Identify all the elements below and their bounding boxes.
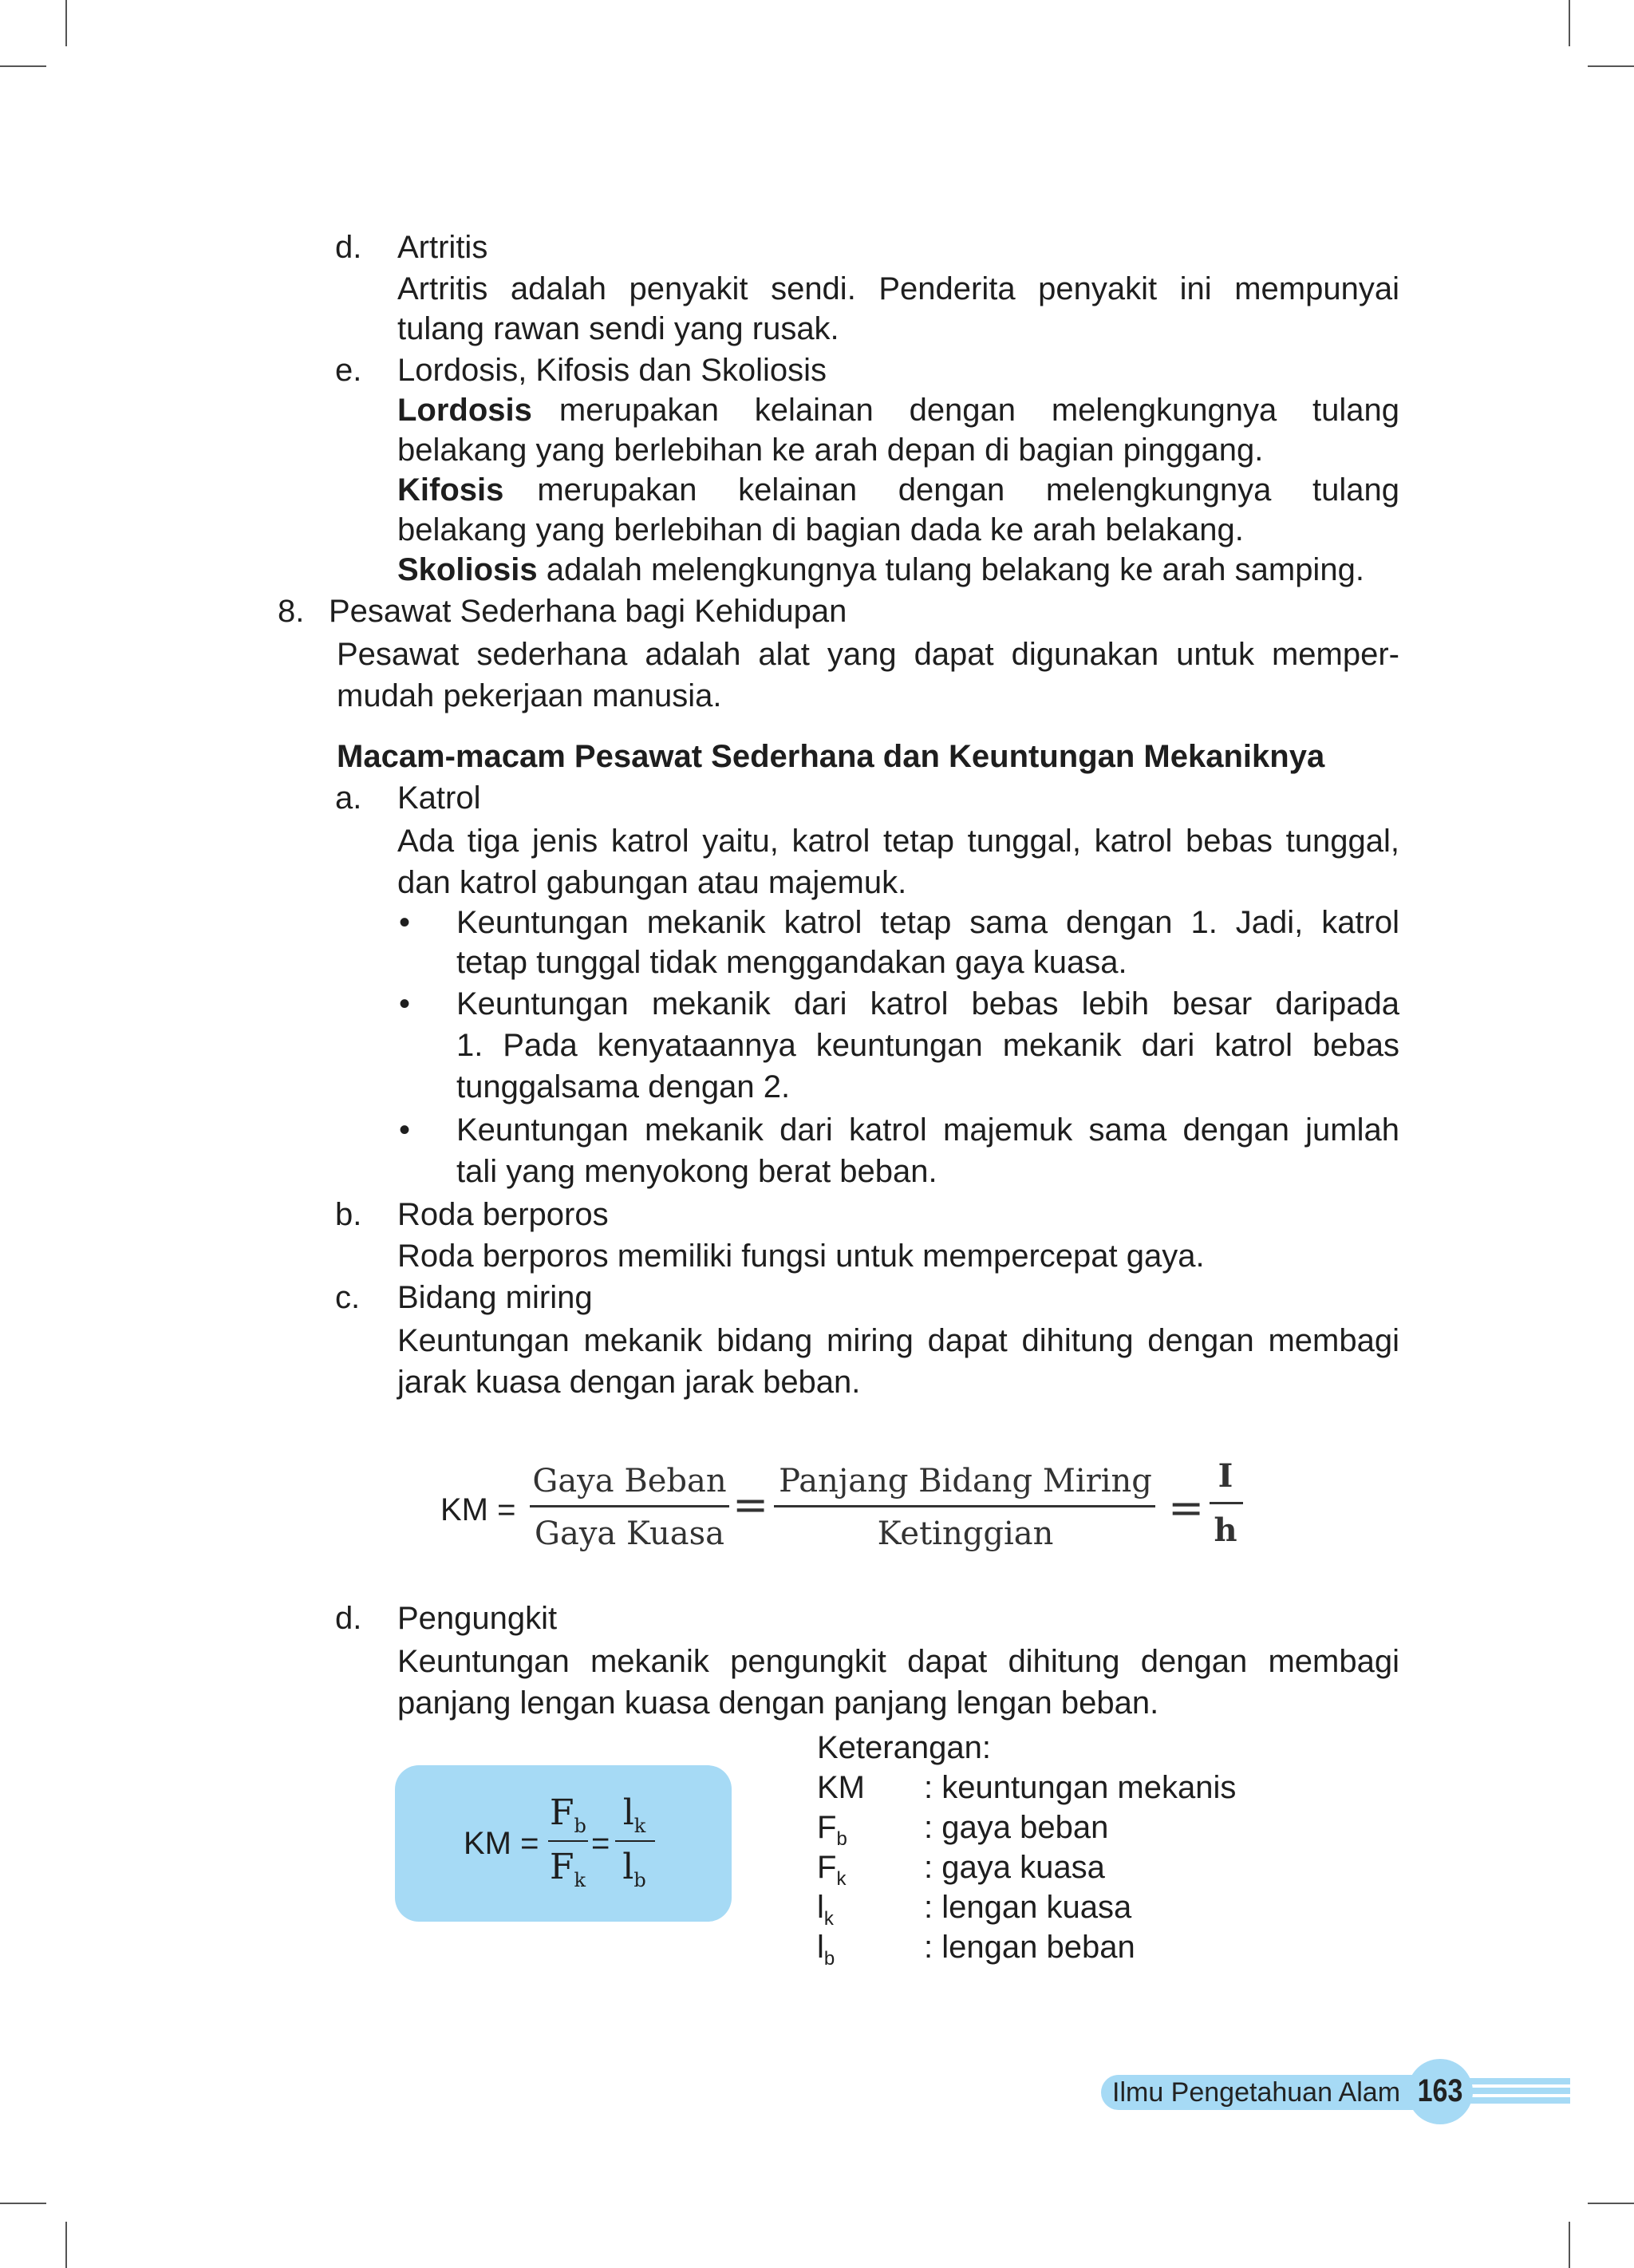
crop-mark	[65, 2222, 67, 2268]
legend-symbol: $l_k$	[817, 1890, 834, 1930]
paragraph-line: mudah pekerjaan manusia.	[337, 678, 722, 713]
formula-numerator: $l_k$	[622, 1792, 646, 1837]
legend-symbol: $F_b$	[817, 1810, 847, 1850]
item-marker: a.	[335, 780, 362, 816]
lordosis-line	[397, 389, 1399, 431]
legend-description: : lengan beban	[924, 1930, 1135, 1965]
item-marker: e.	[335, 353, 362, 388]
bullet-line: tetap tunggal tidak menggandakan gaya kuasa.	[456, 945, 1127, 980]
item-title: Roda berporos	[397, 1197, 609, 1232]
fraction-bar	[530, 1505, 729, 1507]
bullet-line: Keuntungan mekanik dari katrol majemuk sama dengan jumlah	[456, 1112, 1399, 1148]
bullet: •	[399, 1112, 411, 1148]
item-title: Artritis	[397, 230, 488, 265]
crop-mark	[0, 2203, 46, 2204]
page-number: 163	[1417, 2073, 1463, 2108]
formula-denominator: Ketinggian	[877, 1515, 1054, 1552]
kifosis-line	[397, 469, 1399, 511]
formula-denominator: Gaya Kuasa	[535, 1515, 724, 1552]
formula-lhs: KM =	[464, 1826, 539, 1861]
item-marker: c.	[335, 1280, 361, 1315]
legend-symbol: $F_k$	[817, 1850, 847, 1890]
formula-lhs: KM =	[440, 1492, 516, 1527]
bullet-line: Keuntungan mekanik dari katrol bebas lebih besar daripada	[456, 986, 1399, 1021]
formula-box	[395, 1765, 732, 1922]
formula-equals: =	[1168, 1483, 1205, 1533]
bullet: •	[399, 986, 411, 1021]
formula-denominator: $l_b$	[622, 1847, 646, 1891]
paragraph-line: jarak kuasa dengan jarak beban.	[397, 1365, 861, 1400]
fraction-bar	[774, 1505, 1155, 1507]
paragraph-line: dan katrol gabungan atau majemuk.	[397, 865, 907, 900]
legend-description: : gaya kuasa	[924, 1850, 1105, 1885]
paragraph-line: tulang rawan sendi yang rusak.	[397, 311, 839, 346]
term-kifosis: Kifosis	[397, 472, 504, 508]
crop-mark	[1588, 2203, 1634, 2204]
formula-denominator: h	[1214, 1511, 1237, 1549]
formula-numerator: Panjang Bidang Miring	[779, 1463, 1152, 1499]
item-title: Lordosis, Kifosis dan Skoliosis	[397, 353, 827, 388]
crop-mark	[1569, 0, 1570, 46]
paragraph-line: Keuntungan mekanik pengungkit dapat dihitung dengan membagi	[397, 1644, 1399, 1679]
paragraph-line: panjang lengan kuasa dengan panjang lengan beban.	[397, 1685, 1159, 1721]
paragraph-line: belakang yang berlebihan di bagian dada ke arah belakang.	[397, 512, 1244, 547]
bullet-line: tunggalsama dengan 2.	[456, 1069, 791, 1104]
paragraph-line: merupakan kelainan dengan melengkungnya tulang	[537, 472, 1399, 508]
legend-description: : keuntungan mekanis	[924, 1770, 1237, 1805]
legend-description: : gaya beban	[924, 1810, 1109, 1845]
crop-mark	[0, 65, 46, 67]
crop-mark	[1569, 2222, 1570, 2268]
paragraph-line: adalah melengkungnya tulang belakang ke arah samping.	[546, 552, 1364, 587]
paragraph-line: Pesawat sederhana adalah alat yang dapat digunakan untuk memper-	[337, 637, 1399, 672]
formula-numerator: Gaya Beban	[532, 1463, 727, 1499]
bullet-line: tali yang menyokong berat beban.	[456, 1154, 937, 1189]
fraction-bar	[548, 1840, 588, 1842]
section-title: Pesawat Sederhana bagi Kehidupan	[329, 594, 847, 629]
item-marker: d.	[335, 1601, 362, 1636]
formula-denominator: $F_k$	[550, 1847, 586, 1891]
legend-symbol: $l_b$	[817, 1930, 835, 1970]
paragraph-line: Artritis adalah penyakit sendi. Penderita penyakit ini mempunyai	[397, 271, 1399, 306]
item-title: Katrol	[397, 780, 481, 816]
legend-title: Keterangan:	[817, 1730, 991, 1765]
bullet-line: Keuntungan mekanik katrol tetap sama dengan 1. Jadi, katrol	[456, 905, 1399, 940]
paragraph-line: Ada tiga jenis katrol yaitu, katrol tetap tunggal, katrol bebas tunggal,	[397, 824, 1399, 859]
section-number: 8.	[278, 594, 305, 629]
term-skoliosis: Skoliosis	[397, 552, 538, 587]
formula-numerator: I	[1218, 1457, 1233, 1495]
subheading: Macam-macam Pesawat Sederhana dan Keuntungan Mekaniknya	[337, 739, 1325, 774]
item-title: Pengungkit	[397, 1601, 558, 1636]
item-marker: d.	[335, 230, 362, 265]
book-title: Ilmu Pengetahuan Alam	[1112, 2077, 1401, 2108]
item-marker: b.	[335, 1197, 362, 1232]
paragraph-line: merupakan kelainan dengan melengkungnya tulang	[558, 393, 1399, 428]
formula-equals: =	[591, 1826, 610, 1861]
paragraph-line: belakang yang berlebihan ke arah depan di bagian pinggang.	[397, 433, 1264, 468]
bullet: •	[399, 905, 411, 940]
skoliosis-line	[397, 549, 1364, 591]
paragraph-line: Roda berporos memiliki fungsi untuk mempercepat gaya.	[397, 1239, 1205, 1274]
fraction-bar	[615, 1840, 655, 1842]
formula-numerator: $F_b$	[550, 1792, 586, 1837]
formula-equals: =	[732, 1480, 769, 1530]
crop-mark	[65, 0, 67, 46]
fraction-bar	[1210, 1502, 1243, 1504]
legend-symbol: KM	[817, 1770, 865, 1805]
bullet-line: 1. Pada kenyataannya keuntungan mekanik dari katrol bebas	[456, 1028, 1399, 1063]
crop-mark	[1588, 65, 1634, 67]
term-lordosis: Lordosis	[397, 393, 532, 428]
legend-description: : lengan kuasa	[924, 1890, 1132, 1925]
item-title: Bidang miring	[397, 1280, 593, 1315]
paragraph-line: Keuntungan mekanik bidang miring dapat dihitung dengan membagi	[397, 1323, 1399, 1358]
